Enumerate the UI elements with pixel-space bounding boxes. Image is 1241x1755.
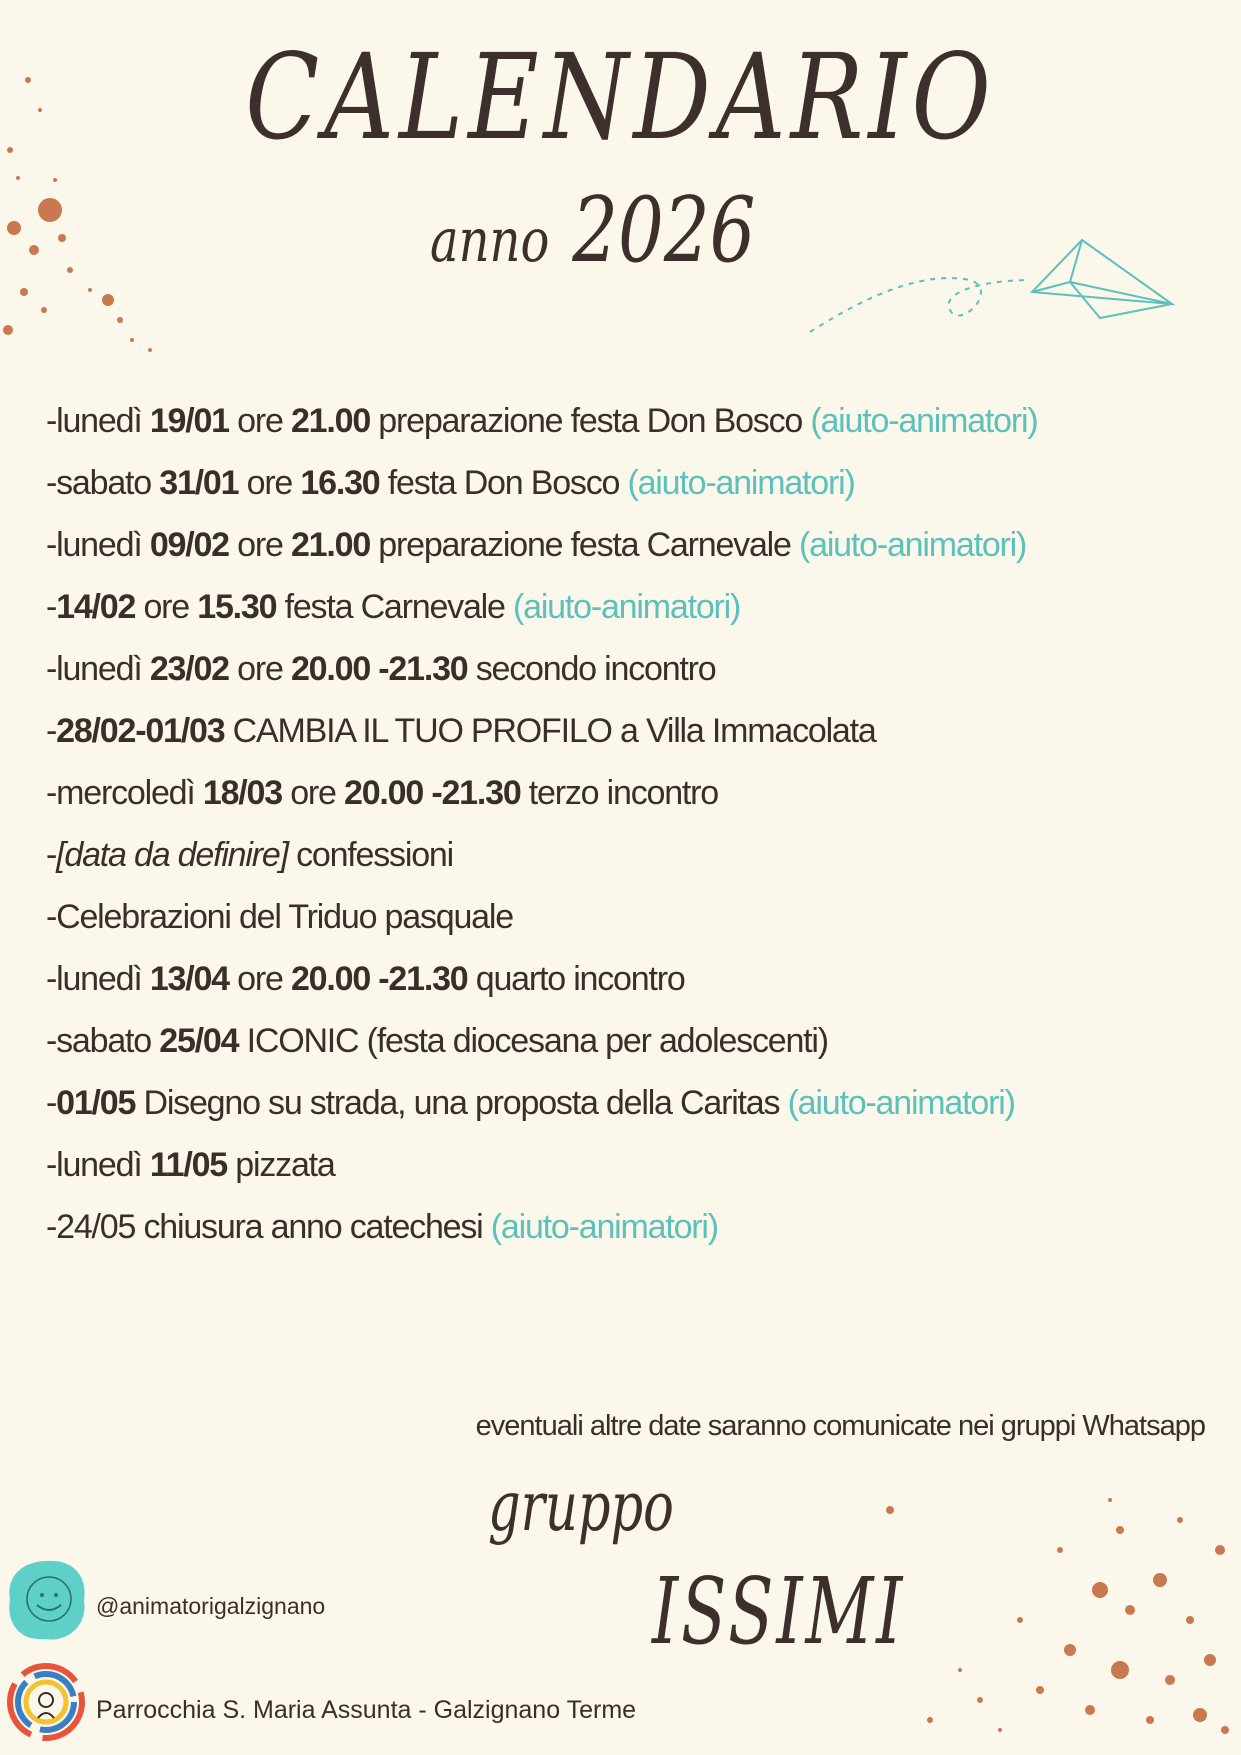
- event-date-time: 14/02: [56, 588, 136, 626]
- event-item: [46, 514, 1186, 576]
- event-date-time: 23/02: [149, 650, 229, 688]
- paint-splatter-bottom-right: [860, 1470, 1240, 1750]
- event-text: ore: [228, 960, 291, 998]
- event-item: [46, 762, 1186, 824]
- event-text: ore: [281, 774, 344, 812]
- event-item: [46, 452, 1186, 514]
- event-date-time: 09/02: [149, 526, 229, 564]
- event-text: ore: [228, 526, 291, 564]
- event-helper-tag: (aiuto-animatori): [513, 588, 741, 626]
- event-text: [data da definire]: [56, 836, 288, 874]
- event-date-time: 21.00: [290, 526, 371, 564]
- event-text: pizzata: [227, 1146, 335, 1184]
- group-label: gruppo: [488, 1468, 674, 1547]
- event-text: confessioni: [287, 836, 453, 874]
- event-text: -sabato: [46, 464, 160, 502]
- event-item: [46, 948, 1186, 1010]
- event-text: -lunedì: [46, 402, 150, 440]
- paper-plane-icon: [800, 230, 1180, 350]
- event-date-time: 28/02-01/03: [56, 712, 225, 750]
- subtitle-prefix: anno: [430, 206, 550, 276]
- event-date-time: 20.00 -21.30: [344, 774, 521, 812]
- event-helper-tag: (aiuto-animatori): [490, 1208, 718, 1246]
- parish-name: Parrocchia S. Maria Assunta - Galzignano Terme: [96, 1696, 637, 1724]
- event-helper-tag: (aiuto-animatori): [627, 464, 855, 502]
- event-helper-tag: (aiuto-animatori): [810, 402, 1038, 440]
- event-date-time: 21.00: [290, 402, 371, 440]
- event-text: -lunedì: [46, 650, 150, 688]
- animatori-logo: [4, 1555, 90, 1645]
- event-text: -: [46, 836, 57, 874]
- event-date-time: 11/05: [149, 1146, 228, 1184]
- event-text: ore: [135, 588, 198, 626]
- event-date-time: 15.30: [197, 588, 277, 626]
- event-text: -sabato: [46, 1022, 160, 1060]
- parish-logo: [4, 1660, 88, 1744]
- event-text: quarto incontro: [467, 960, 685, 998]
- event-item: [46, 1010, 1186, 1072]
- event-helper-tag: (aiuto-animatori): [799, 526, 1027, 564]
- event-item: [46, 638, 1186, 700]
- event-date-time: 19/01: [149, 402, 229, 440]
- event-text: -: [46, 588, 57, 626]
- event-text: CAMBIA IL TUO PROFILO a Villa Immacolata: [224, 712, 876, 750]
- page-subtitle: [430, 178, 755, 283]
- event-item: [46, 1134, 1186, 1196]
- event-text: festa Carnevale: [276, 588, 513, 626]
- event-text: -Celebrazioni del Triduo pasquale: [46, 898, 513, 936]
- footnote: eventuali altre date saranno comunicate nei gruppi Whatsapp: [475, 1410, 1205, 1442]
- event-text: -mercoledì: [46, 774, 203, 812]
- event-item: [46, 390, 1186, 452]
- event-list: [46, 390, 1186, 1258]
- event-text: ore: [238, 464, 301, 502]
- event-text: -: [46, 712, 57, 750]
- page-title: CALENDARIO: [245, 28, 996, 166]
- event-text: -: [46, 1084, 57, 1122]
- event-text: ore: [228, 402, 291, 440]
- event-date-time: 25/04: [159, 1022, 239, 1060]
- event-date-time: 18/03: [202, 774, 282, 812]
- event-date-time: 31/01: [159, 464, 239, 502]
- event-text: ore: [228, 650, 291, 688]
- event-item: [46, 1072, 1186, 1134]
- event-date-time: 01/05: [56, 1084, 136, 1122]
- event-item: [46, 886, 1186, 948]
- event-date-time: 13/04: [149, 960, 229, 998]
- event-text: Disegno su strada, una proposta della Caritas: [135, 1084, 788, 1122]
- event-text: -lunedì: [46, 1146, 150, 1184]
- event-helper-tag: (aiuto-animatori): [787, 1084, 1015, 1122]
- subtitle-year: 2026: [572, 178, 756, 283]
- event-text: -lunedì: [46, 960, 150, 998]
- event-date-time: 16.30: [300, 464, 380, 502]
- event-text: ICONIC (festa diocesana per adolescenti): [238, 1022, 828, 1060]
- event-text: -lunedì: [46, 526, 150, 564]
- event-item: [46, 700, 1186, 762]
- event-text: secondo incontro: [467, 650, 716, 688]
- event-item: [46, 1196, 1186, 1258]
- event-text: preparazione festa Carnevale: [370, 526, 799, 564]
- instagram-handle[interactable]: @animatorigalzignano: [96, 1593, 326, 1619]
- event-item: [46, 576, 1186, 638]
- group-name: ISSIMI: [652, 1558, 906, 1665]
- event-date-time: 20.00 -21.30: [290, 650, 468, 688]
- event-date-time: 20.00 -21.30: [290, 960, 468, 998]
- event-text: preparazione festa Don Bosco: [370, 402, 811, 440]
- event-item: [46, 824, 1186, 886]
- event-text: terzo incontro: [520, 774, 718, 812]
- event-text: -24/05 chiusura anno catechesi: [46, 1208, 491, 1246]
- event-text: festa Don Bosco: [379, 464, 628, 502]
